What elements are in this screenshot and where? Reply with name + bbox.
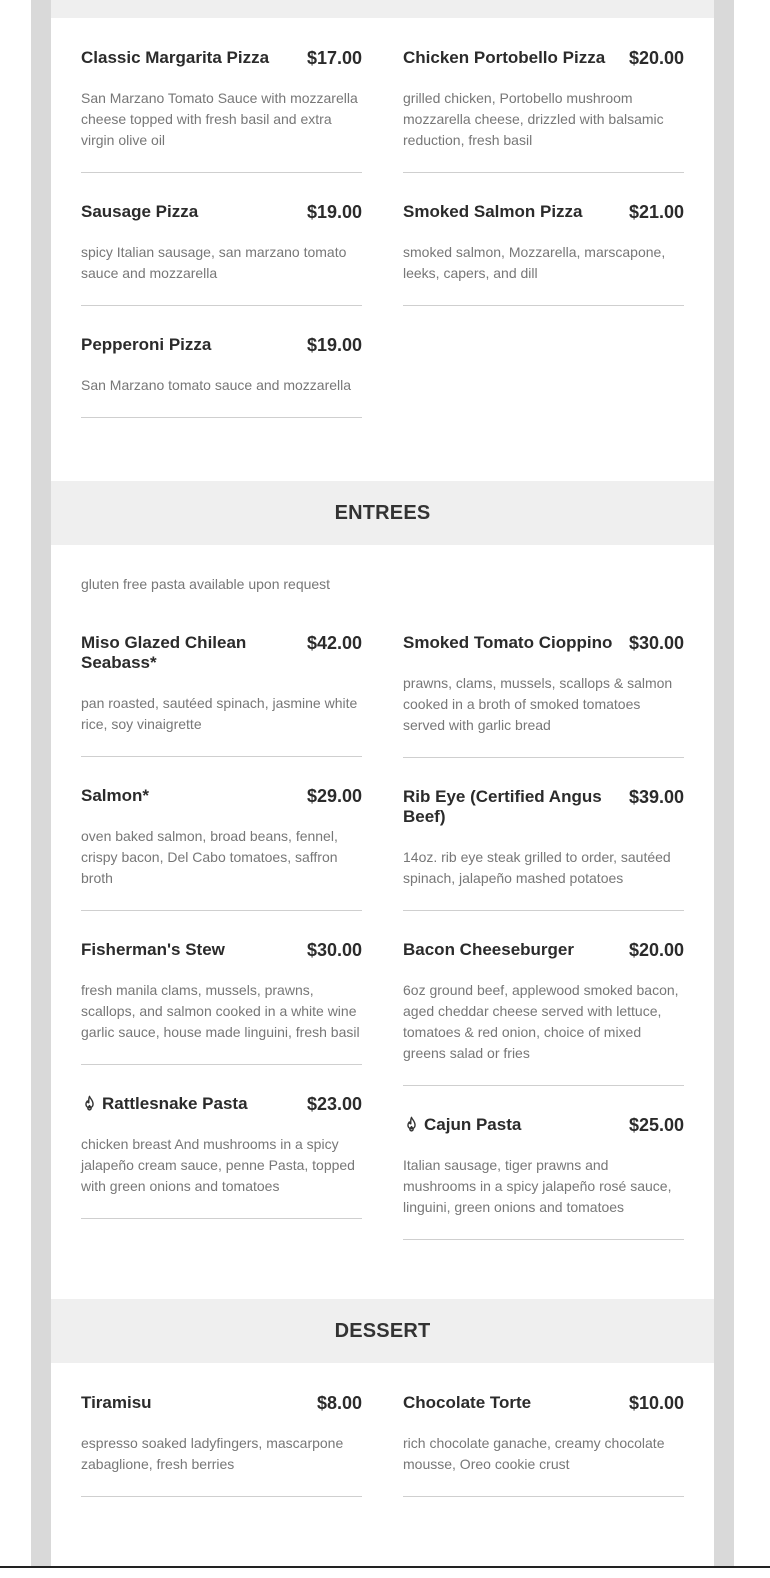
menu-item (81, 1393, 362, 1497)
menu-page (51, 0, 714, 1566)
item-name: Salmon* (81, 786, 150, 805)
item-name: Smoked Salmon Pizza (403, 202, 583, 221)
item-price: $42.00 (306, 633, 362, 653)
item-price: $19.00 (306, 335, 362, 355)
flame-icon (81, 1094, 98, 1113)
item-description: spicy Italian sausage, san marzano tomato sauce and mozzarella (81, 244, 347, 281)
menu-item (403, 48, 684, 173)
item-name: Tiramisu (81, 1393, 152, 1412)
menu-item (81, 202, 362, 306)
divider (403, 1085, 684, 1086)
item-description: 6oz ground beef, applewood smoked bacon, aged cheddar cheese served with lettuce, tomatoes & red onion, choice of mixed greens salad or fries (403, 982, 679, 1061)
item-name: Rib Eye (Certified Angus Beef) (403, 787, 602, 826)
divider (81, 305, 362, 306)
item-description: prawns, clams, mussels, scallops & salmon cooked in a broth of smoked tomatoes served with garlic bread (403, 675, 673, 733)
menu-item (81, 1094, 362, 1219)
divider (81, 172, 362, 173)
menu-item (81, 48, 362, 173)
item-price: $30.00 (628, 633, 684, 653)
item-name-wrapper (81, 1094, 248, 1114)
divider (81, 417, 362, 418)
item-name: Smoked Tomato Cioppino (403, 633, 613, 652)
section-title-entrees: ENTREES (51, 481, 714, 545)
divider (403, 172, 684, 173)
menu-item (403, 1393, 684, 1497)
divider (81, 1064, 362, 1065)
divider (81, 756, 362, 757)
section-note: gluten free pasta available upon request (81, 576, 331, 592)
item-price: $8.00 (316, 1393, 362, 1413)
item-description: 14oz. rib eye steak grilled to order, sautéed spinach, jalapeño mashed potatoes (403, 849, 671, 886)
item-price: $30.00 (306, 940, 362, 960)
divider (403, 910, 684, 911)
item-description: rich chocolate ganache, creamy chocolate mousse, Oreo cookie crust (403, 1435, 665, 1472)
item-name: Chocolate Torte (403, 1393, 532, 1412)
item-price: $23.00 (306, 1094, 362, 1114)
menu-item (81, 633, 362, 757)
menu-item (403, 787, 684, 911)
menu-item (403, 1115, 684, 1240)
item-name: Sausage Pizza (81, 202, 199, 221)
item-name: Fisherman's Stew (81, 940, 225, 959)
divider (81, 1496, 362, 1497)
item-description: fresh manila clams, mussels, prawns, scallops, and salmon cooked in a white wine garlic sauce, house made linguini, fresh basil (81, 982, 360, 1040)
menu-item (81, 940, 362, 1065)
menu-item (403, 940, 684, 1086)
menu-item (81, 786, 362, 911)
menu-item (403, 202, 684, 306)
item-price: $20.00 (628, 48, 684, 68)
divider (81, 1218, 362, 1219)
item-name-wrapper (403, 1115, 521, 1135)
item-name: Bacon Cheeseburger (403, 940, 574, 959)
item-description: pan roasted, sautéed spinach, jasmine white rice, soy vinaigrette (81, 695, 358, 732)
item-price: $25.00 (628, 1115, 684, 1135)
item-price: $20.00 (628, 940, 684, 960)
item-price: $21.00 (628, 202, 684, 222)
item-name: Pepperoni Pizza (81, 335, 212, 354)
bottom-edge (0, 1566, 770, 1578)
item-description: chicken breast And mushrooms in a spicy jalapeño cream sauce, penne Pasta, topped with green onions and tomatoes (81, 1136, 355, 1194)
menu-item (81, 335, 362, 418)
item-name: Classic Margarita Pizza (81, 48, 270, 67)
item-description: San Marzano Tomato Sauce with mozzarella cheese topped with fresh basil and extra virgin olive oil (81, 90, 358, 148)
menu-item (403, 633, 684, 758)
item-description: Italian sausage, tiger prawns and mushrooms in a spicy jalapeño rosé sauce, linguini, green onions and tomatoes (403, 1157, 672, 1215)
divider (403, 1239, 684, 1240)
section-band-top (51, 0, 714, 18)
item-description: grilled chicken, Portobello mushroom mozzarella cheese, drizzled with balsamic reduction, fresh basil (403, 90, 664, 148)
item-description: espresso soaked ladyfingers, mascarpone zabaglione, fresh berries (81, 1435, 344, 1472)
item-name: Rattlesnake Pasta (102, 1094, 248, 1113)
divider (403, 757, 684, 758)
item-price: $39.00 (628, 787, 684, 807)
flame-icon (403, 1115, 420, 1134)
item-name: Chicken Portobello Pizza (403, 48, 606, 67)
item-price: $29.00 (306, 786, 362, 806)
item-price: $10.00 (628, 1393, 684, 1413)
divider (81, 910, 362, 911)
item-description: smoked salmon, Mozzarella, marscapone, leeks, capers, and dill (403, 244, 666, 281)
section-title-dessert: DESSERT (51, 1299, 714, 1363)
item-price: $19.00 (306, 202, 362, 222)
divider (403, 305, 684, 306)
divider (403, 1496, 684, 1497)
item-name: Miso Glazed Chilean Seabass* (81, 633, 247, 672)
item-description: San Marzano tomato sauce and mozzarella (81, 377, 352, 393)
item-description: oven baked salmon, broad beans, fennel, crispy bacon, Del Cabo tomatoes, saffron broth (81, 828, 338, 886)
item-name: Cajun Pasta (424, 1115, 522, 1134)
item-price: $17.00 (306, 48, 362, 68)
